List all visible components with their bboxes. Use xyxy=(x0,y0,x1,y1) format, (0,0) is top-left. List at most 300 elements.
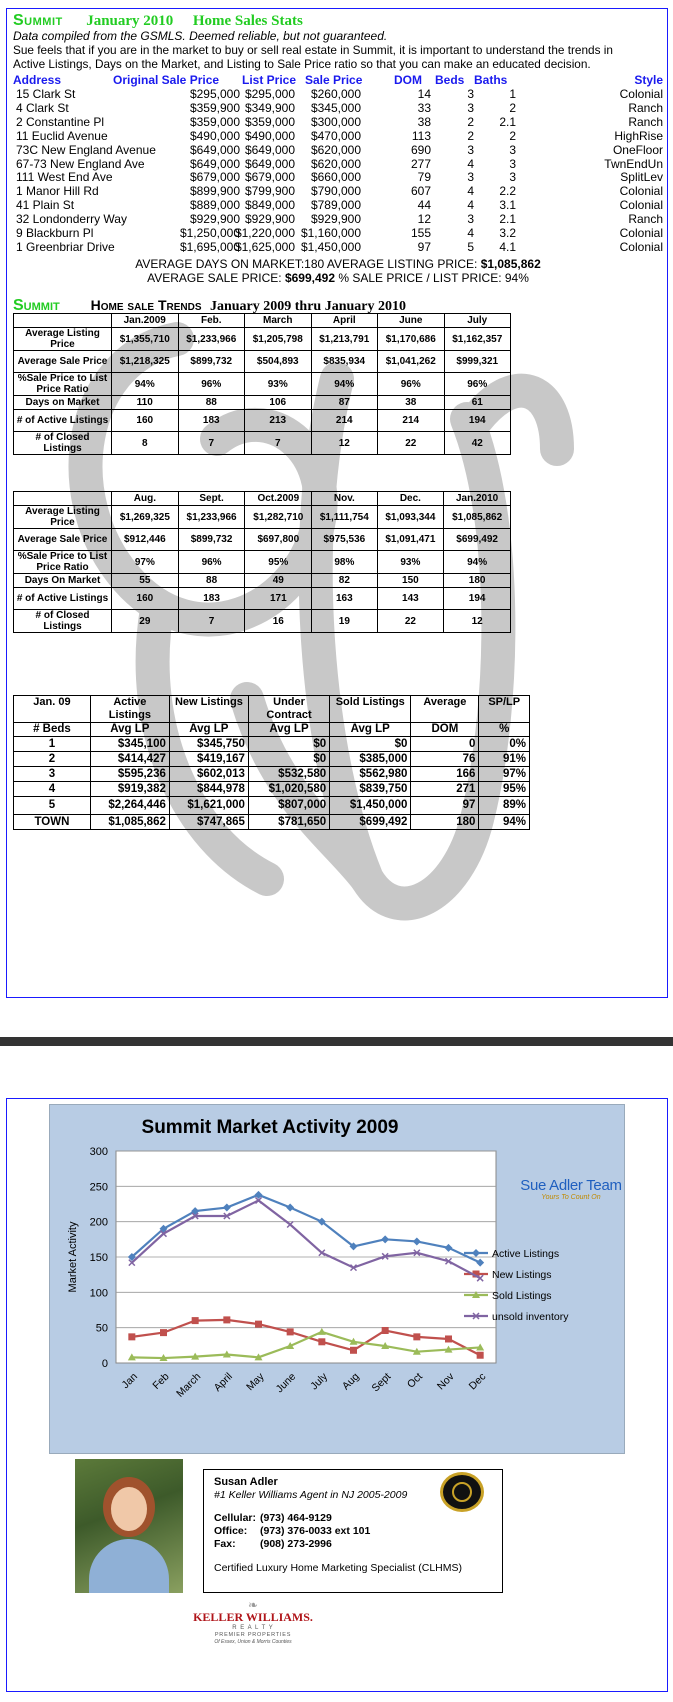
trend-cell: 183 xyxy=(178,588,245,610)
trend-cell: 160 xyxy=(112,588,179,610)
sale-list: $295,000 xyxy=(244,87,295,101)
beds-cell: 94% xyxy=(479,815,530,830)
beds-cell: Avg LP xyxy=(169,723,248,737)
sale-sale: $620,000 xyxy=(310,142,361,157)
sale-list: $849,000 xyxy=(244,198,295,213)
beds-label-cell: 4 xyxy=(14,782,91,797)
beds-cell: $781,650 xyxy=(248,815,329,830)
sale-dom: 97 xyxy=(417,239,431,254)
trend-row xyxy=(14,410,511,432)
sale-orig: $679,000 xyxy=(189,170,240,185)
trend-cell: 7 xyxy=(245,432,312,455)
sale-style: HighRise xyxy=(614,128,663,143)
beds-cell: Avg LP xyxy=(330,723,411,737)
sale-style: Colonial xyxy=(619,87,663,101)
trend-cell: $1,111,754 xyxy=(312,506,377,529)
trend-row-label: Average Listing Price xyxy=(14,506,112,529)
trend-cell: 88 xyxy=(178,396,245,410)
trend-cell: 96% xyxy=(444,373,511,396)
trend-row xyxy=(14,328,511,351)
trend-row-label: Days on Market xyxy=(14,396,112,410)
trend-cell: 106 xyxy=(245,396,312,410)
sale-baths: 1 xyxy=(509,87,516,101)
trend-cell: $1,218,325 xyxy=(112,351,179,373)
month-header: Sept. xyxy=(178,492,245,506)
sale-beds: 3 xyxy=(467,87,474,101)
sale-list: $929,900 xyxy=(244,212,295,227)
beds-cell: $807,000 xyxy=(248,797,329,815)
agent-card xyxy=(203,1469,503,1593)
month-header: March xyxy=(245,314,312,328)
trend-cell: 160 xyxy=(112,410,179,432)
report-page-2 xyxy=(6,1098,668,1692)
beds-cell: Average xyxy=(411,696,479,723)
sale-address: 32 Londonderry Way xyxy=(16,212,127,227)
trend-cell: 42 xyxy=(444,432,511,455)
month-header: Jan.2010 xyxy=(444,492,511,506)
header-baths: Baths xyxy=(474,73,508,87)
legend-label: unsold inventory xyxy=(492,1311,569,1323)
sale-style: Ranch xyxy=(628,212,663,227)
trend-row xyxy=(14,610,511,633)
header-style: Style xyxy=(634,73,663,87)
sale-orig: $929,900 xyxy=(189,212,240,227)
beds-table xyxy=(13,695,530,830)
sale-dom: 12 xyxy=(417,212,431,227)
y-tick-label: 50 xyxy=(95,1322,108,1335)
sale-beds: 4 xyxy=(467,184,474,199)
sale-beds: 4 xyxy=(467,198,474,213)
cell-label: Cellular: xyxy=(214,1512,257,1524)
trend-cell: 194 xyxy=(444,410,511,432)
trend-cell: 94% xyxy=(112,373,179,396)
header-dom: DOM xyxy=(394,73,422,87)
trend-cell: 94% xyxy=(444,551,511,574)
sale-beds: 3 xyxy=(467,212,474,227)
agent-certification: Certified Luxury Home Marketing Specialist (CLHMS) xyxy=(214,1562,462,1574)
y-tick-label: 100 xyxy=(89,1287,108,1300)
trend-cell: 95% xyxy=(245,551,312,574)
trend-cell: 16 xyxy=(245,610,312,633)
beds-cell: $0 xyxy=(248,752,329,767)
beds-cell: $532,580 xyxy=(248,767,329,782)
month-header: July xyxy=(444,314,511,328)
beds-row xyxy=(14,737,530,752)
trend-cell: 163 xyxy=(312,588,377,610)
agent-subtitle: #1 Keller Williams Agent in NJ 2005-2009 xyxy=(214,1489,408,1501)
report-header xyxy=(13,12,303,30)
trend-cell: 180 xyxy=(444,574,511,588)
beds-label-cell: TOWN xyxy=(14,815,91,830)
sale-baths: 3.1 xyxy=(499,198,516,213)
trend-cell: $697,800 xyxy=(245,529,312,551)
beds-row xyxy=(14,782,530,797)
header-town: Summit xyxy=(13,12,63,29)
month-header: April xyxy=(311,314,378,328)
trend-cell: 55 xyxy=(112,574,179,588)
sale-sale: $1,160,000 xyxy=(300,226,361,240)
sale-address: 4 Clark St xyxy=(16,100,69,115)
month-header: Oct.2009 xyxy=(245,492,312,506)
sale-orig: $649,000 xyxy=(189,156,240,171)
sale-style: SplitLev xyxy=(620,170,663,185)
beds-row xyxy=(14,797,530,815)
data-point xyxy=(477,1352,484,1359)
sale-sale: $260,000 xyxy=(310,87,361,101)
sale-beds: 4 xyxy=(467,226,474,240)
trend-cell: 7 xyxy=(178,610,245,633)
office-label: Office: xyxy=(214,1525,248,1537)
trend-cell: 171 xyxy=(245,588,312,610)
x-tick-label: Dec xyxy=(466,1370,489,1393)
beds-cell: $1,621,000 xyxy=(169,797,248,815)
sale-style: Colonial xyxy=(619,198,663,213)
trends-period: January 2009 thru January 2010 xyxy=(209,299,407,314)
data-point xyxy=(192,1317,199,1324)
sale-style: Colonial xyxy=(619,184,663,199)
header-beds: Beds xyxy=(435,73,465,87)
trend-cell: 97% xyxy=(112,551,179,574)
trend-cell: $1,041,262 xyxy=(378,351,445,373)
avg-sale-price: $699,492 xyxy=(284,271,336,285)
kw-realty: R E A L T Y xyxy=(232,1625,274,1631)
trends-town: Summit xyxy=(13,297,60,314)
trend-cell: 38 xyxy=(378,396,445,410)
beds-cell: $0 xyxy=(248,737,329,752)
y-tick-label: 150 xyxy=(89,1252,108,1264)
sale-address: 9 Blackburn Pl xyxy=(16,226,94,240)
sale-list: $799,900 xyxy=(244,184,295,199)
sale-orig: $889,000 xyxy=(189,198,240,213)
beds-cell: 166 xyxy=(411,767,479,782)
sale-beds: 3 xyxy=(467,170,474,185)
avg-listing-price: $1,085,862 xyxy=(480,257,541,271)
y-axis-label: Market Activity xyxy=(67,1221,79,1293)
trend-cell: 213 xyxy=(245,410,312,432)
sale-dom: 44 xyxy=(417,198,431,213)
trend-row-label: # of Closed Listings xyxy=(14,432,112,455)
sale-orig: $899,900 xyxy=(189,184,240,199)
data-point xyxy=(128,1333,135,1340)
month-header: Dec. xyxy=(377,492,444,506)
trends-table-2 xyxy=(13,491,511,633)
sale-beds: 3 xyxy=(467,100,474,115)
trends-table-1 xyxy=(13,313,511,455)
sale-list: $649,000 xyxy=(244,142,295,157)
x-tick-label: Oct xyxy=(404,1370,425,1391)
x-tick-label: Jan xyxy=(119,1370,140,1392)
beds-cell: $602,013 xyxy=(169,767,248,782)
beds-cell: 89% xyxy=(479,797,530,815)
beds-cell: Sold Listings xyxy=(330,696,411,723)
trend-cell: 22 xyxy=(377,610,444,633)
avg-dom-label: AVERAGE DAYS ON MARKET:180 AVERAGE LISTING PRICE: xyxy=(135,257,478,271)
trend-row-label: Average Listing Price xyxy=(14,328,112,351)
trend-cell: $999,321 xyxy=(444,351,511,373)
beds-cell: $0 xyxy=(330,737,411,752)
trend-cell: $1,085,862 xyxy=(444,506,511,529)
trend-cell: $1,282,710 xyxy=(245,506,312,529)
sale-style: Colonial xyxy=(619,239,663,254)
trend-cell: 82 xyxy=(312,574,377,588)
month-header: Jan.2009 xyxy=(112,314,179,328)
month-header: June xyxy=(378,314,445,328)
sale-dom: 38 xyxy=(417,114,431,129)
sale-dom: 155 xyxy=(410,226,431,240)
beds-cell: 0 xyxy=(411,737,479,752)
beds-cell: Under Contract xyxy=(248,696,329,723)
beds-cell: % xyxy=(479,723,530,737)
blank-cell xyxy=(14,492,112,506)
kw-premier: PREMIER PROPERTIES xyxy=(214,1632,292,1638)
sale-address: 1 Greenbriar Drive xyxy=(16,239,115,254)
header-month: January 2010 xyxy=(86,13,174,29)
sale-list: $490,000 xyxy=(244,128,295,143)
trend-header-row xyxy=(14,492,511,506)
y-tick-label: 200 xyxy=(89,1216,108,1229)
sale-baths: 3 xyxy=(509,170,516,185)
beds-label-cell: # Beds xyxy=(14,723,91,737)
sale-list: $1,625,000 xyxy=(234,239,295,254)
trend-cell: 29 xyxy=(112,610,179,633)
beds-cell: $419,167 xyxy=(169,752,248,767)
trend-row-label: %Sale Price to List Price Ratio xyxy=(14,551,112,574)
fax-label: Fax: xyxy=(214,1538,236,1550)
sale-list: $679,000 xyxy=(244,170,295,185)
sale-address: 111 West End Ave xyxy=(16,170,113,185)
beds-cell: 0% xyxy=(479,737,530,752)
sale-sale: $620,000 xyxy=(310,156,361,171)
sale-dom: 33 xyxy=(417,100,431,115)
data-point xyxy=(318,1338,325,1345)
trend-row xyxy=(14,506,511,529)
chart-panel xyxy=(49,1104,625,1454)
y-tick-label: 250 xyxy=(89,1181,108,1194)
average-line-2 xyxy=(7,271,669,285)
trend-cell: 61 xyxy=(444,396,511,410)
legend-label: Active Listings xyxy=(492,1248,560,1260)
x-tick-label: July xyxy=(308,1370,330,1393)
trend-row xyxy=(14,551,511,574)
beds-cell: 76 xyxy=(411,752,479,767)
beds-cell: 95% xyxy=(479,782,530,797)
trend-row xyxy=(14,351,511,373)
beds-cell: $345,750 xyxy=(169,737,248,752)
header-sale: Sale Price xyxy=(305,73,363,87)
trend-cell: $899,732 xyxy=(178,529,245,551)
sale-dom: 113 xyxy=(411,128,431,143)
chart-title: Summit Market Activity 2009 xyxy=(141,1117,399,1138)
fax-number: (908) 273-2996 xyxy=(260,1538,332,1550)
sale-sale: $470,000 xyxy=(310,128,361,143)
sale-orig: $295,000 xyxy=(189,87,240,101)
y-tick-label: 0 xyxy=(101,1358,108,1370)
trend-cell: 8 xyxy=(112,432,179,455)
x-tick-label: Feb xyxy=(150,1370,172,1392)
office-number[interactable]: (973) 376-0033 ext 101 xyxy=(260,1525,371,1537)
sale-sale: $789,000 xyxy=(310,198,361,213)
beds-row xyxy=(14,752,530,767)
sale-beds: 4 xyxy=(467,156,474,171)
kw-name: KELLER WILLIAMS. xyxy=(193,1610,313,1624)
trend-row xyxy=(14,432,511,455)
compiled-note: Data compiled from the GSMLS. Deemed reliable, but not guaranteed. xyxy=(13,29,388,43)
beds-cell: $699,492 xyxy=(330,815,411,830)
sale-address: 11 Euclid Avenue xyxy=(16,128,108,143)
data-point xyxy=(287,1328,294,1335)
sale-dom: 277 xyxy=(410,156,431,171)
legend-label: Sold Listings xyxy=(492,1290,552,1302)
sp-lp-label: % SALE PRICE / LIST PRICE: 94% xyxy=(338,271,529,285)
trend-cell: 194 xyxy=(444,588,511,610)
beds-cell: $747,865 xyxy=(169,815,248,830)
beds-row xyxy=(14,815,530,830)
trend-row-label: # of Closed Listings xyxy=(14,610,112,633)
team-name: Sue Adler Team xyxy=(520,1177,622,1194)
sale-orig: $359,900 xyxy=(189,100,240,115)
trend-cell: 12 xyxy=(444,610,511,633)
header-title: Home Sales Stats xyxy=(192,13,303,29)
trend-cell: $1,213,791 xyxy=(311,328,378,351)
header-address: Address xyxy=(13,73,62,87)
trend-cell: 7 xyxy=(178,432,245,455)
sale-list: $649,000 xyxy=(244,156,295,171)
data-point xyxy=(255,1321,262,1328)
x-tick-label: March xyxy=(174,1370,204,1400)
sale-beds: 2 xyxy=(467,128,474,143)
trend-cell: 214 xyxy=(311,410,378,432)
beds-cell: Avg LP xyxy=(248,723,329,737)
trend-cell: $912,446 xyxy=(112,529,179,551)
agent-photo xyxy=(75,1459,183,1593)
report-page-1 xyxy=(6,8,668,998)
beds-cell: 97% xyxy=(479,767,530,782)
trend-cell: $504,893 xyxy=(245,351,312,373)
sale-sale: $345,000 xyxy=(310,100,361,115)
trend-cell: $899,732 xyxy=(178,351,245,373)
sale-address: 15 Clark St xyxy=(16,87,76,101)
sale-style: OneFloor xyxy=(612,142,663,157)
trend-cell: 19 xyxy=(312,610,377,633)
beds-cell: $839,750 xyxy=(330,782,411,797)
sale-baths: 2 xyxy=(509,100,516,115)
sale-sale: $929,900 xyxy=(310,212,361,227)
beds-label-cell: 1 xyxy=(14,737,91,752)
trend-cell: $1,355,710 xyxy=(112,328,179,351)
sale-baths: 3 xyxy=(509,142,516,157)
trend-cell: 96% xyxy=(178,551,245,574)
trend-row xyxy=(14,574,511,588)
trend-cell: 12 xyxy=(311,432,378,455)
team-logo xyxy=(516,1177,626,1201)
sale-baths: 3.2 xyxy=(499,226,516,240)
trend-cell: $1,091,471 xyxy=(377,529,444,551)
beds-cell: DOM xyxy=(411,723,479,737)
sale-address: 2 Constantine Pl xyxy=(16,114,105,129)
sale-baths: 2.1 xyxy=(499,212,516,227)
sale-style: Colonial xyxy=(619,226,663,240)
beds-row xyxy=(14,696,530,723)
beds-cell: 180 xyxy=(411,815,479,830)
trend-row-label: Average Sale Price xyxy=(14,351,112,373)
sale-address: 1 Manor Hill Rd xyxy=(16,184,99,199)
beds-row xyxy=(14,723,530,737)
sale-orig: $649,000 xyxy=(189,142,240,157)
trend-cell: 49 xyxy=(245,574,312,588)
average-line-1 xyxy=(7,257,669,271)
trend-cell: 214 xyxy=(378,410,445,432)
trend-cell: 22 xyxy=(378,432,445,455)
sale-baths: 3 xyxy=(509,156,516,171)
data-point xyxy=(350,1347,357,1354)
beds-cell: New Listings xyxy=(169,696,248,723)
sale-style: TwnEndUn xyxy=(604,156,663,171)
x-tick-label: Nov xyxy=(434,1370,457,1393)
sale-baths: 2.1 xyxy=(499,114,516,129)
trend-cell: $835,934 xyxy=(311,351,378,373)
beds-cell: Active Listings xyxy=(90,696,169,723)
beds-cell: $919,382 xyxy=(90,782,169,797)
trend-cell: 93% xyxy=(245,373,312,396)
trend-cell: $699,492 xyxy=(444,529,511,551)
trend-cell: 110 xyxy=(112,396,179,410)
header-list: List Price xyxy=(242,73,297,87)
data-point xyxy=(382,1327,389,1334)
trend-cell: $1,233,966 xyxy=(178,328,245,351)
x-tick-label: June xyxy=(273,1370,299,1396)
keller-williams-logo xyxy=(193,1599,313,1646)
cell-number[interactable]: (973) 464-9129 xyxy=(260,1512,332,1524)
sale-orig: $1,695,000 xyxy=(179,239,240,254)
trend-cell: 96% xyxy=(378,373,445,396)
x-tick-label: Sept xyxy=(369,1370,394,1395)
sale-dom: 690 xyxy=(410,142,431,157)
beds-label-cell: 2 xyxy=(14,752,91,767)
sale-orig: $359,000 xyxy=(189,114,240,129)
sale-sale: $790,000 xyxy=(310,184,361,199)
trend-cell: $1,269,325 xyxy=(112,506,179,529)
x-tick-label: May xyxy=(244,1370,267,1394)
trend-row xyxy=(14,373,511,396)
blank-cell xyxy=(14,314,112,328)
month-header: Aug. xyxy=(112,492,179,506)
award-seal-icon xyxy=(440,1472,484,1512)
trend-cell: $975,536 xyxy=(312,529,377,551)
beds-cell: $345,100 xyxy=(90,737,169,752)
sale-sale: $300,000 xyxy=(310,114,361,129)
beds-label-cell: 3 xyxy=(14,767,91,782)
beds-row xyxy=(14,767,530,782)
sale-address: 73C New England Avenue xyxy=(16,142,156,157)
beds-cell: 91% xyxy=(479,752,530,767)
trend-row xyxy=(14,396,511,410)
trend-row xyxy=(14,529,511,551)
beds-cell: $595,236 xyxy=(90,767,169,782)
sale-address: 67-73 New England Ave xyxy=(16,156,145,171)
trend-cell: 183 xyxy=(178,410,245,432)
trend-cell: 98% xyxy=(312,551,377,574)
trend-header-row xyxy=(14,314,511,328)
beds-cell: $844,978 xyxy=(169,782,248,797)
sale-beds: 5 xyxy=(467,239,474,254)
trend-cell: 96% xyxy=(178,373,245,396)
beds-cell: 97 xyxy=(411,797,479,815)
x-tick-label: April xyxy=(211,1370,235,1394)
beds-label-cell: Jan. 09 xyxy=(14,696,91,723)
sale-style: Ranch xyxy=(628,114,663,129)
sale-orig: $490,000 xyxy=(189,128,240,143)
avg-sale-label: AVERAGE SALE PRICE: xyxy=(147,271,282,285)
